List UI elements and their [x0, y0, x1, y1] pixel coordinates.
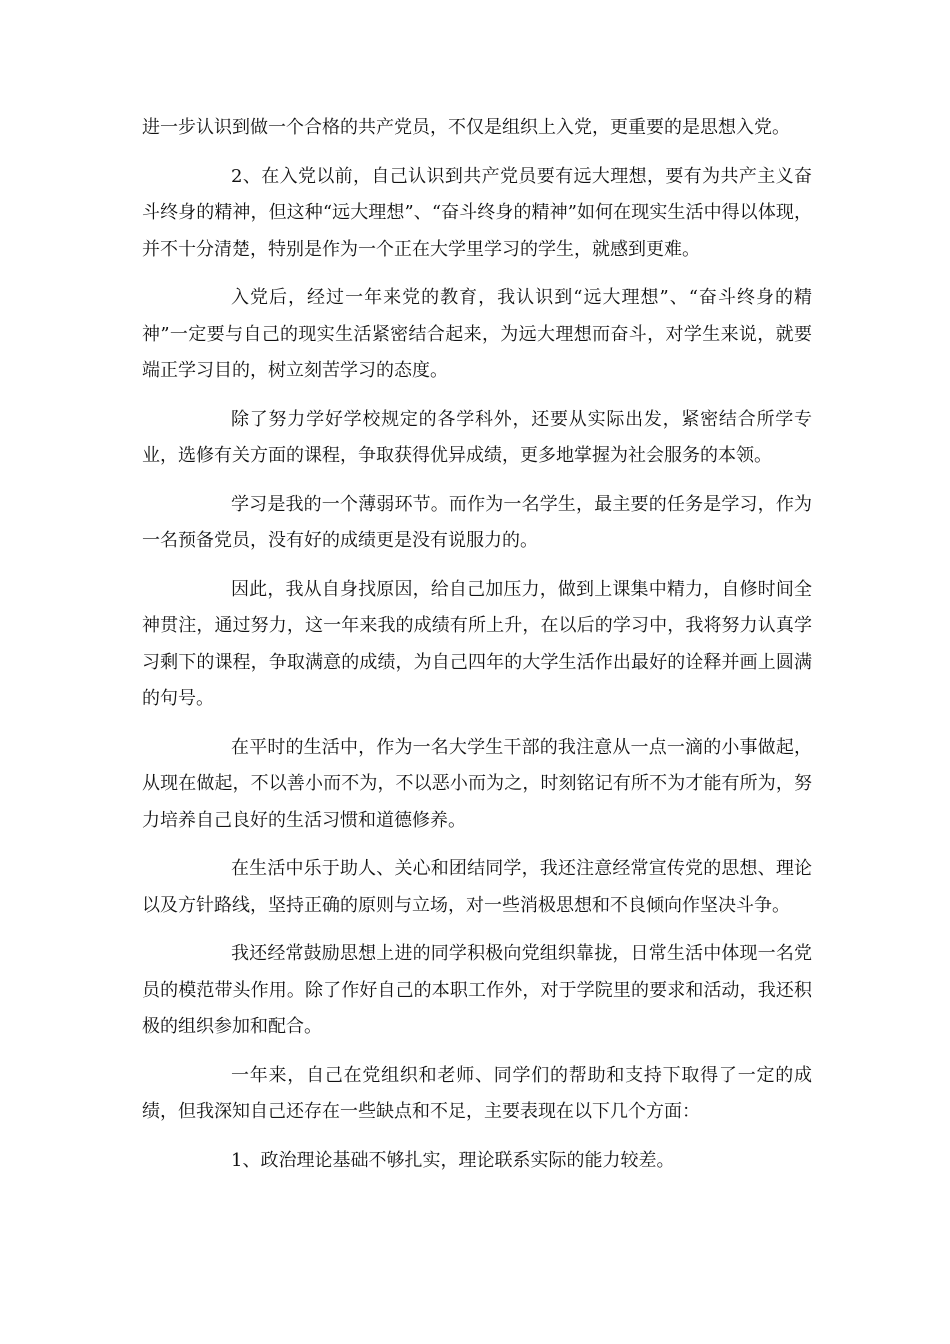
paragraph-11: 1、政治理论基础不够扎实，理论联系实际的能力较差。: [231, 1149, 675, 1171]
paragraph-8: 在生活中乐于助人、关心和团结同学，我还注意经常宣传党的思想、理论以及方针路线，坚持正确的原则与立场，对一些消极思想和不良倾向作坚决斗争。: [142, 858, 812, 916]
paragraph-9: 我还经常鼓励思想上进的同学积极向党组织靠拢，日常生活中体现一名党员的模范带头作用。除了作好自己的本职工作外，对于学院里的要求和活动，我还积极的组织参加和配合。: [142, 943, 812, 1037]
document-body: [142, 110, 812, 1191]
paragraph-1: 进一步认识到做一个合格的共产党员，不仅是组织上入党，更重要的是思想入党。: [142, 117, 790, 138]
paragraph-6: 因此，我从自身找原因，给自己加压力，做到上课集中精力，自修时间全神贯注，通过努力，这一年来我的成绩有所上升，在以后的学习中，我将努力认真学习剩下的课程，争取满意的成绩，为自己四年的大学生活作出最好的诠释并画上圆满的句号。: [142, 578, 812, 709]
paragraph-7: 在平时的生活中，作为一名大学生干部的我注意从一点一滴的小事做起，从现在做起，不以善小而不为，不以恶小而为之，时刻铭记有所不为才能有所为，努力培养自己良好的生活习惯和道德修养。: [142, 736, 812, 831]
paragraph-4: 除了努力学好学校规定的各学科外，还要从实际出发，紧密结合所学专业，选修有关方面的课程，争取获得优异成绩，更多地掌握为社会服务的本领。: [142, 408, 812, 466]
paragraph-2: 2、在入党以前，自己认识到共产党员要有远大理想，要有为共产主义奋斗终身的精神，但这种“远大理想”、“奋斗终身的精神”如何在现实生活中得以体现，并不十分清楚，特别是作为一个正在大学里学习的学生，就感到更难。: [142, 165, 812, 260]
paragraph-10: 一年来，自己在党组织和老师、同学们的帮助和支持下取得了一定的成绩，但我深知自己还存在一些缺点和不足，主要表现在以下几个方面：: [142, 1064, 812, 1122]
paragraph-3: 入党后，经过一年来党的教育，我认识到“远大理想”、“奋斗终身的精神”一定要与自己的现实生活紧密结合起来，为远大理想而奋斗，对学生来说，就要端正学习目的，树立刻苦学习的态度。: [142, 287, 812, 381]
paragraph-5: 学习是我的一个薄弱环节。而作为一名学生，最主要的任务是学习，作为一名预备党员，没有好的成绩更是没有说服力的。: [142, 493, 812, 551]
